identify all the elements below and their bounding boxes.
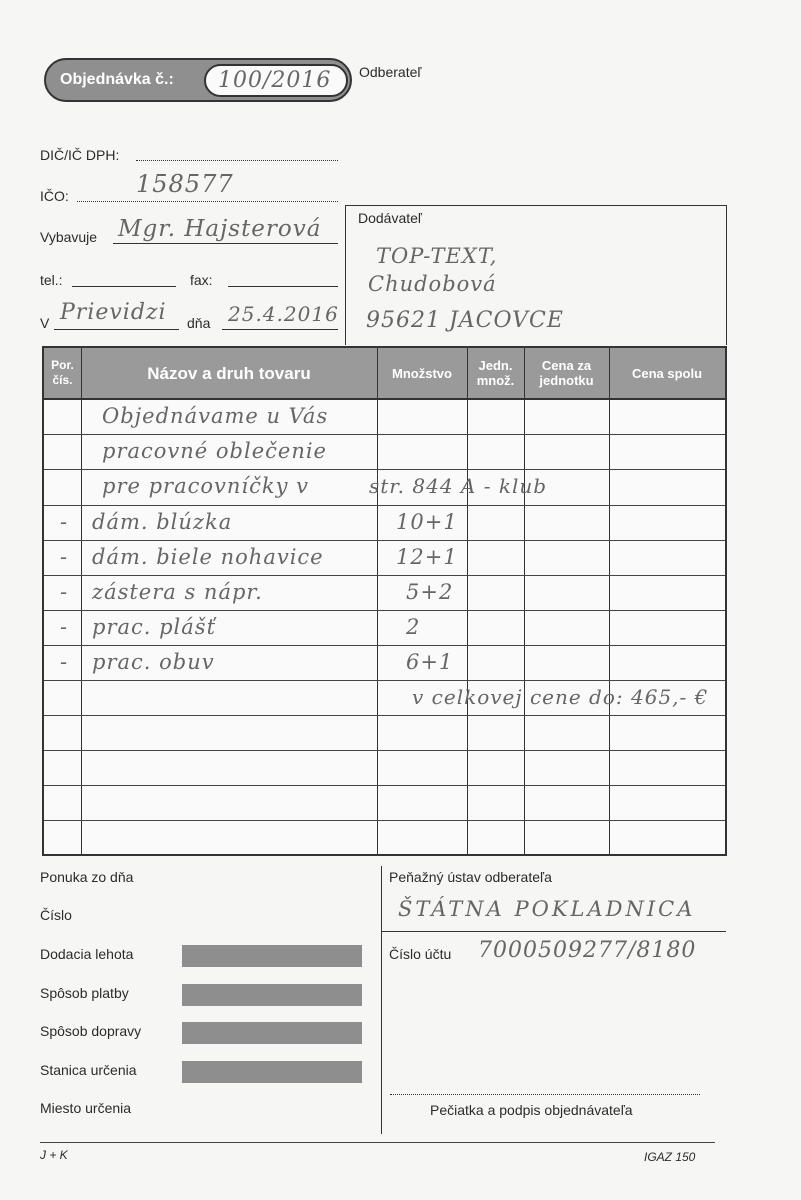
column-divider <box>609 348 610 854</box>
handled-by-field[interactable] <box>113 243 338 244</box>
table-row-7-name: prac. plášť <box>92 615 217 639</box>
delivery-term-field[interactable] <box>182 945 362 967</box>
col-header-unit-price: Cena za jednotku <box>539 358 594 388</box>
column-divider <box>377 348 378 854</box>
payment-method-field[interactable] <box>182 984 362 1006</box>
supplier-label: Dodávateľ <box>358 210 423 226</box>
table-row-2-name: pracovné oblečenie <box>102 439 327 463</box>
offer-date-label: Ponuka zo dňa <box>40 869 134 885</box>
tel-label: tel.: <box>40 272 63 288</box>
number-label: Číslo <box>40 907 72 923</box>
bank-label: Peňažný ústav odberateľa <box>389 869 552 885</box>
dic-field[interactable] <box>136 160 338 161</box>
row-divider <box>44 645 725 646</box>
handled-by-label: Vybavuje <box>40 229 98 245</box>
table-row-5-quantity: 12+1 <box>396 545 458 569</box>
destination-station-label: Stanica určenia <box>40 1062 137 1078</box>
col-header-quantity: Množstvo <box>392 365 452 381</box>
tel-field[interactable] <box>72 286 176 287</box>
fax-field[interactable] <box>228 286 338 287</box>
table-row-8-quantity: 6+1 <box>406 650 454 674</box>
col-header-total: Cena spolu <box>631 365 703 381</box>
col-header-unit: Jedn. množ. <box>476 358 515 388</box>
order-number-pill <box>44 58 352 102</box>
account-label: Číslo účtu <box>389 946 452 962</box>
row-divider <box>44 540 725 541</box>
ico-field[interactable] <box>77 201 338 202</box>
date-value: 25.4.2016 <box>228 302 339 326</box>
row-divider <box>44 750 725 751</box>
ico-label: IČO: <box>40 188 69 204</box>
column-divider <box>467 348 468 854</box>
column-divider <box>81 348 82 854</box>
row-divider <box>44 610 725 611</box>
table-row-3-name: pre pracovníčky v <box>102 474 309 498</box>
supplier-contact: Chudobová <box>368 272 497 296</box>
row-divider <box>44 715 725 716</box>
footer-rule <box>40 1142 715 1143</box>
date-field[interactable] <box>222 329 338 330</box>
table-row-1-name: Objednávame u Vás <box>102 404 329 428</box>
delivery-term-label: Dodacia lehota <box>40 946 134 962</box>
ico-value: 158577 <box>136 170 234 198</box>
dic-label: DIČ/IČ DPH: <box>40 147 120 163</box>
table-row-3-note: str. 844 A - klub <box>369 474 548 498</box>
date-label: dňa <box>187 315 211 331</box>
destination-place-label: Miesto určenia <box>40 1100 132 1116</box>
table-row-7-mark: - <box>60 615 69 639</box>
signature-label: Pečiatka a podpis objednávateľa <box>430 1102 633 1118</box>
table-row-4-name: dám. blúzka <box>92 510 233 534</box>
place-value: Prievidzi <box>60 300 167 325</box>
col-header-number: Por. čís. <box>51 358 74 387</box>
items-table <box>42 346 727 856</box>
row-divider <box>44 469 725 470</box>
row-divider <box>44 680 725 681</box>
place-prefix: V <box>40 315 50 331</box>
account-value: 7000509277/8180 <box>478 938 697 963</box>
table-row-5-mark: - <box>60 545 69 569</box>
transport-method-label: Spôsob dopravy <box>40 1023 142 1039</box>
table-row-8-mark: - <box>60 650 69 674</box>
place-field[interactable] <box>54 329 179 330</box>
table-row-8-name: prac. obuv <box>92 650 215 674</box>
destination-station-field[interactable] <box>182 1061 362 1083</box>
signature-field[interactable] <box>390 1094 700 1095</box>
bank-divider <box>382 931 726 932</box>
supplier-box <box>345 205 727 345</box>
table-header <box>44 348 725 400</box>
table-row-4-mark: - <box>60 510 69 534</box>
col-header-name: Názov a druh tovaru <box>147 363 311 383</box>
footer-divider <box>381 866 382 1134</box>
publisher-mark: J + K <box>40 1148 68 1162</box>
supplier-name: TOP-TEXT, <box>376 244 498 268</box>
table-row-4-quantity: 10+1 <box>396 510 458 534</box>
table-row-6-name: zástera s nápr. <box>92 580 263 604</box>
order-number-value: 100/2016 <box>218 68 332 93</box>
bank-value: ŠTÁTNA POKLADNICA <box>398 897 696 921</box>
table-row-6-mark: - <box>60 580 69 604</box>
payment-method-label: Spôsob platby <box>40 985 129 1001</box>
table-total-note: v celkovej cene do: 465,- € <box>412 685 709 709</box>
form-code: IGAZ 150 <box>644 1150 696 1164</box>
row-divider <box>44 820 725 821</box>
row-divider <box>44 575 725 576</box>
row-divider <box>44 434 725 435</box>
table-row-6-quantity: 5+2 <box>406 580 454 604</box>
row-divider <box>44 785 725 786</box>
table-row-7-quantity: 2 <box>406 615 421 639</box>
customer-label: Odberateľ <box>359 64 422 80</box>
order-label: Objednávka č.: <box>60 71 174 88</box>
handled-by-value: Mgr. Hajsterová <box>118 216 322 242</box>
fax-label: fax: <box>190 272 213 288</box>
supplier-address: 95621 JACOVCE <box>366 308 564 333</box>
row-divider <box>44 505 725 506</box>
column-divider <box>524 348 525 854</box>
transport-method-field[interactable] <box>182 1022 362 1044</box>
order-number-box[interactable] <box>204 64 348 97</box>
table-row-5-name: dám. biele nohavice <box>92 545 324 569</box>
